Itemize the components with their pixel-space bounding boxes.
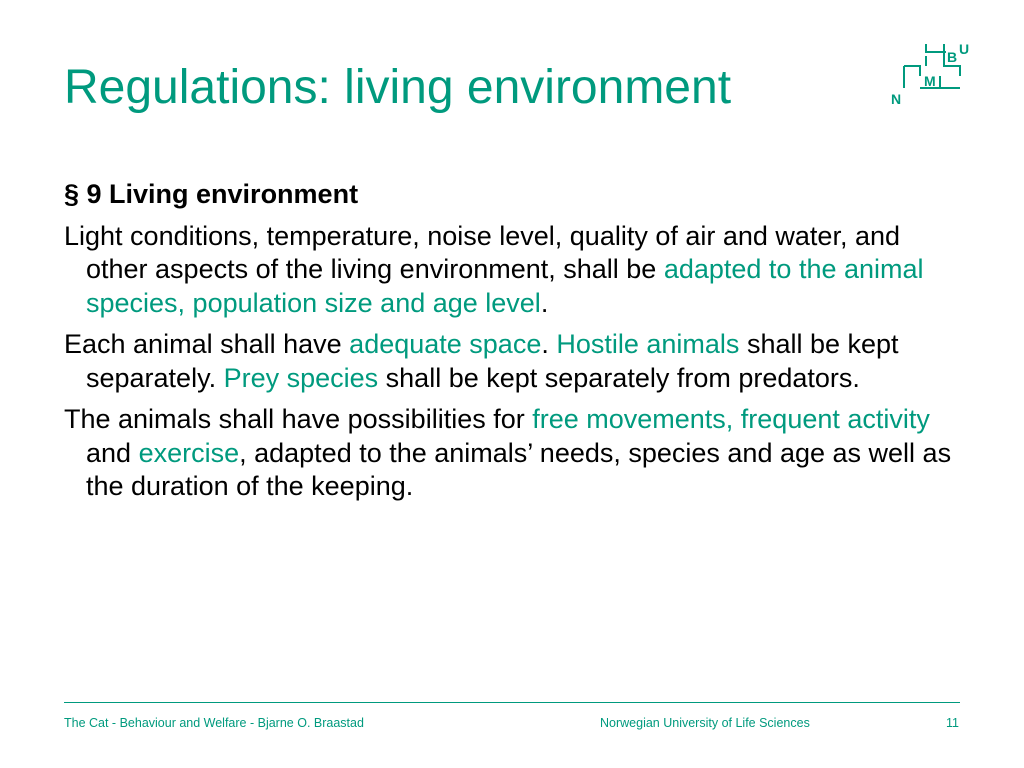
highlighted-text: adapted to the animal species, population size and age level (86, 254, 924, 318)
paragraph-space-and-separation (64, 328, 964, 395)
highlighted-text: Hostile animals (556, 329, 740, 359)
footer-course-title: The Cat - Behaviour and Welfare - Bjarne O. Braastad (64, 716, 364, 730)
highlighted-text: free movements, frequent activity (532, 404, 930, 434)
footer-institution: Norwegian University of Life Sciences (600, 716, 810, 730)
section-heading: § 9 Living environment (64, 179, 359, 209)
body-text: shall be kept separately from predators. (378, 362, 860, 393)
body-text: The animals shall have possibilities for (64, 404, 533, 434)
footer-divider (64, 702, 960, 703)
logo-letter-b: B (947, 49, 958, 65)
body-text: , adapted to the animals’ needs, species and age as well as the duration of the keeping. (86, 437, 952, 501)
logo-letter-m: M (924, 73, 936, 89)
logo-letter-u: U (959, 41, 970, 57)
highlighted-text: exercise (138, 437, 240, 468)
logo-letter-n: N (891, 91, 902, 107)
paragraph-movement-and-exercise (64, 403, 964, 504)
highlighted-text: adequate space (349, 329, 542, 359)
body-text: and (86, 437, 139, 468)
page-number: 11 (946, 716, 959, 730)
body-text: . (540, 287, 549, 318)
body-text: Light conditions, temperature, noise level, quality of air and water, and other aspects of the living environment, shall be (64, 220, 900, 284)
highlighted-text: Prey species (223, 362, 379, 393)
nmbu-logo (886, 40, 972, 108)
slide-body (64, 178, 964, 512)
body-text: Each animal shall have (64, 329, 350, 359)
paragraph-living-conditions (64, 220, 964, 321)
body-text: shall be kept separately. (86, 329, 899, 393)
slide-title: Regulations: living environment (64, 61, 732, 114)
body-text: . (541, 329, 557, 359)
